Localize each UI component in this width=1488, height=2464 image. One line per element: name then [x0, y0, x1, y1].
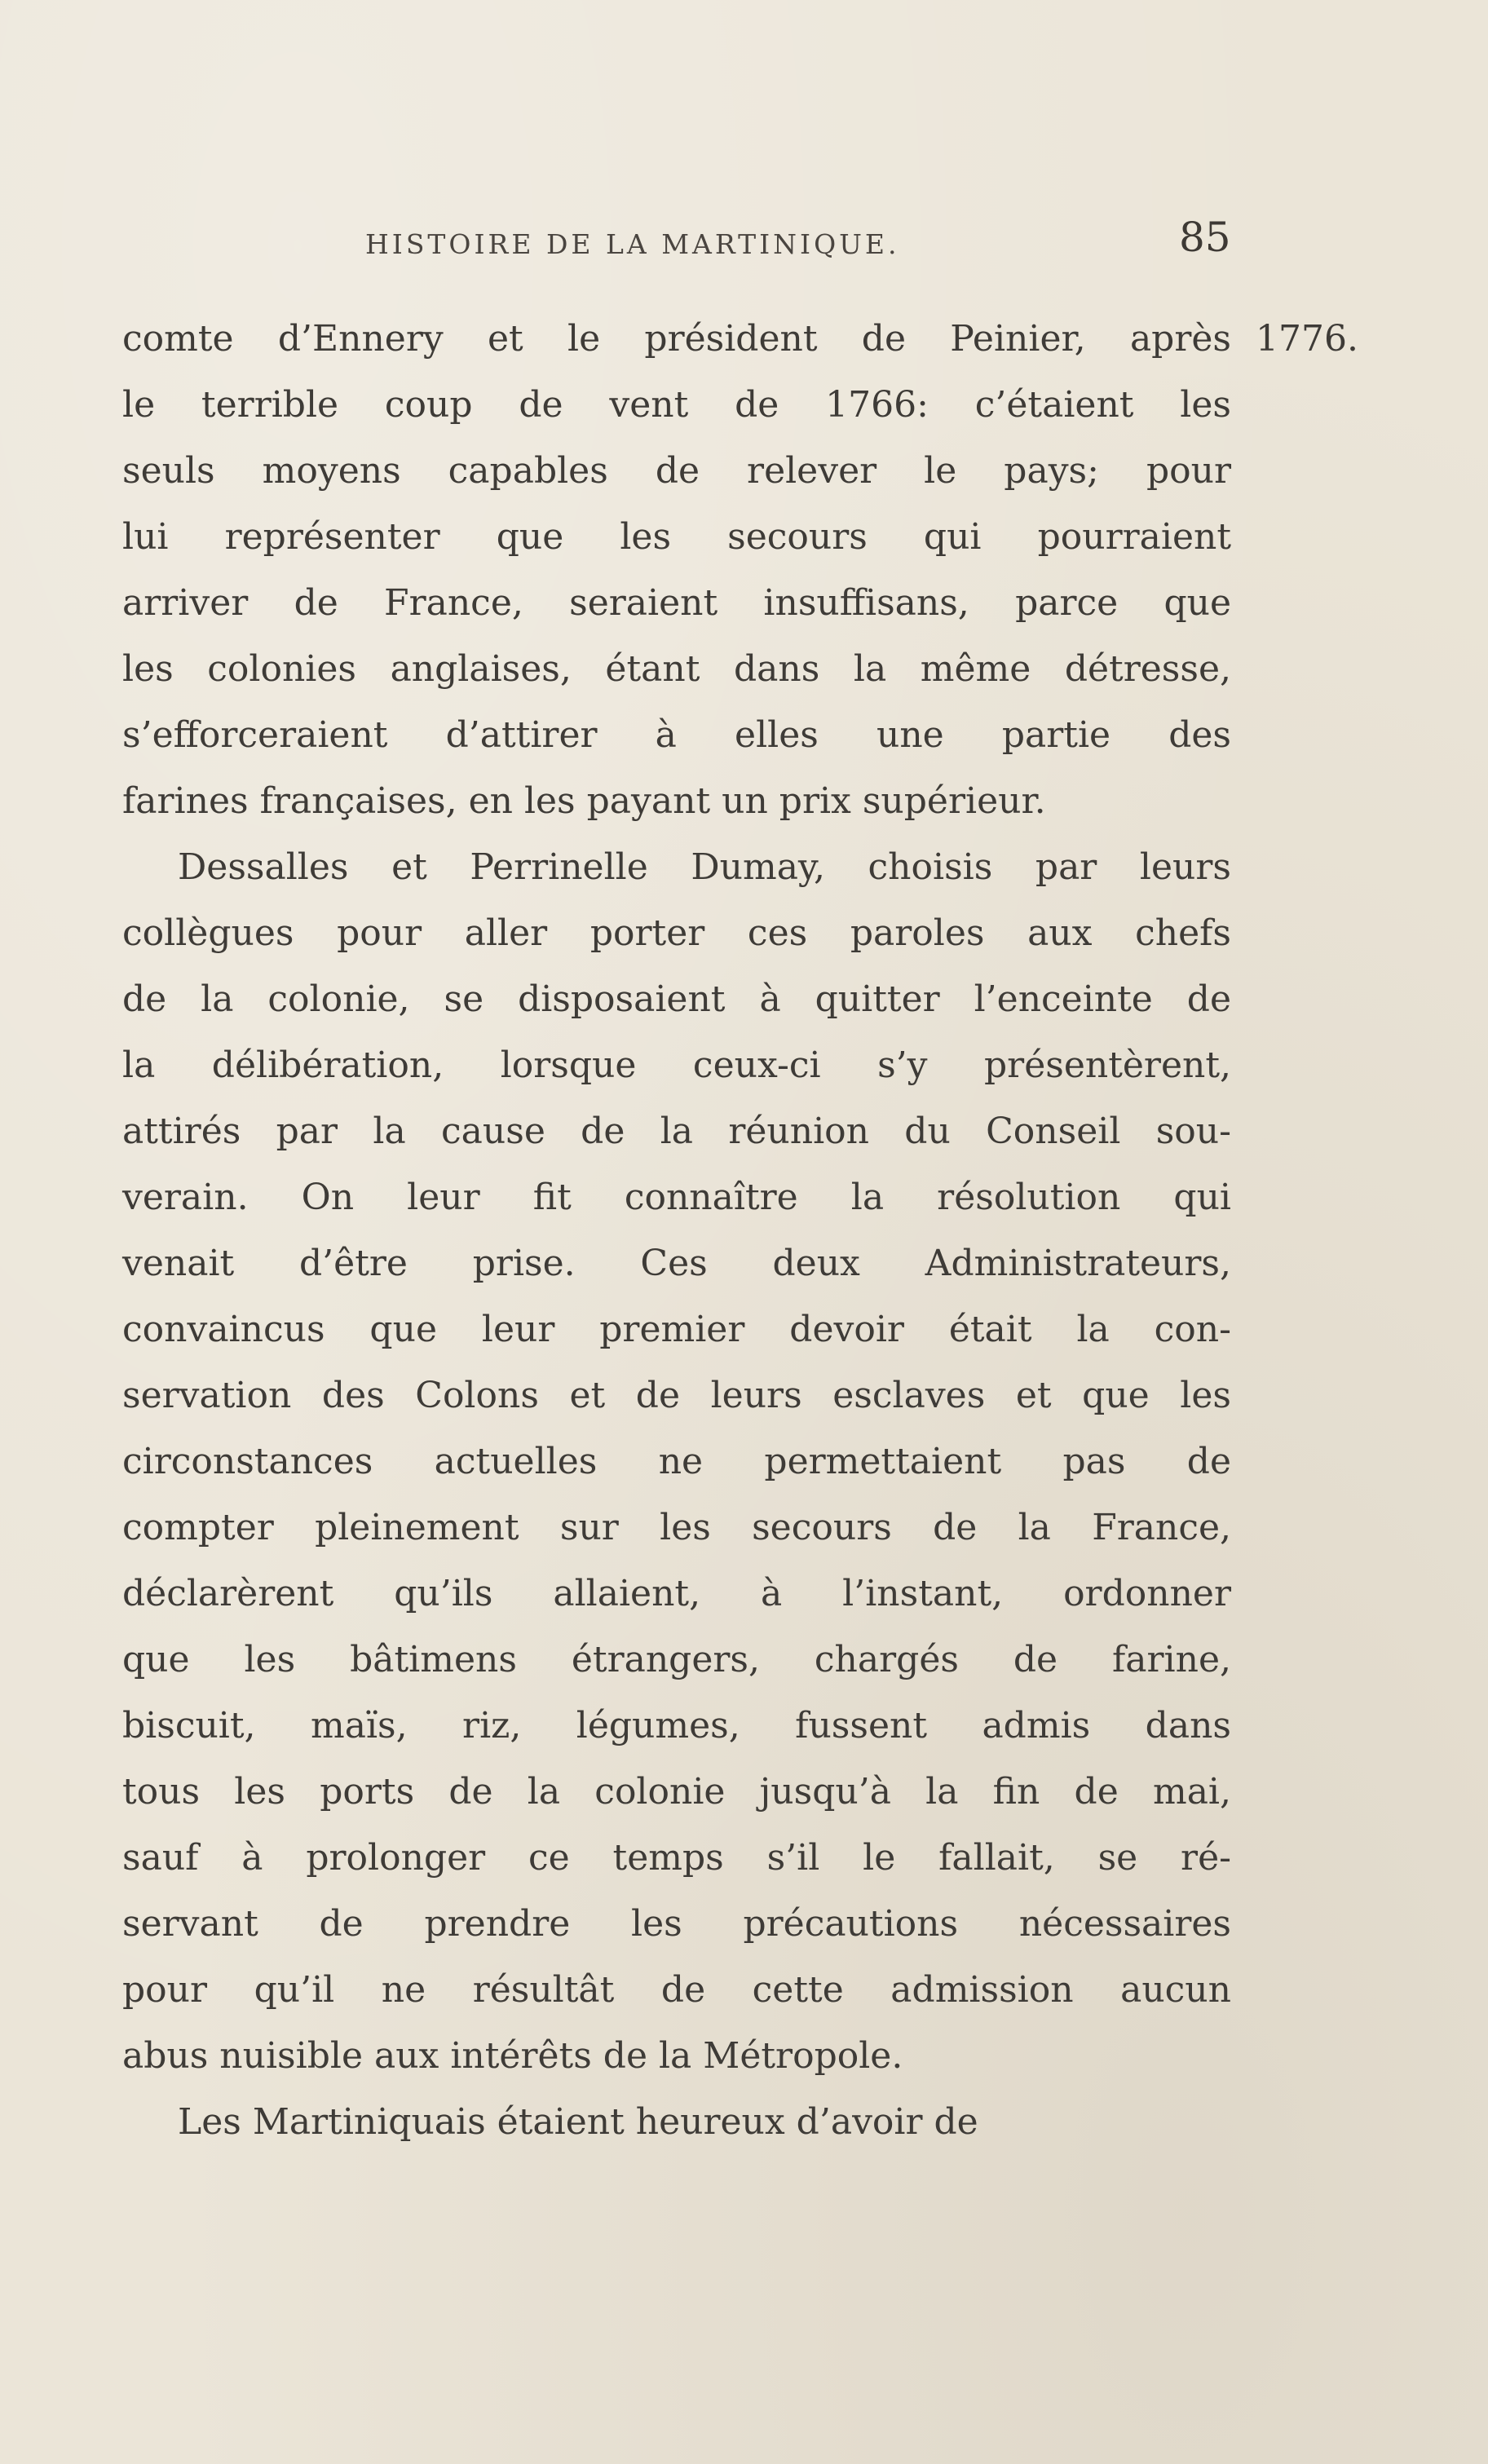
text-line: lui représenter que les secours qui pourraient: [122, 516, 1231, 558]
text-line: seuls moyens capables de relever le pays; pour: [122, 450, 1231, 492]
text-line: circonstances actuelles ne permettaient pas de: [122, 1441, 1231, 1482]
body-text: [122, 306, 1231, 2155]
page-header: [0, 214, 1488, 271]
text-line: la délibération, lorsque ceux-ci s’y présentèrent,: [122, 1044, 1231, 1086]
page-number: 85: [1179, 214, 1231, 261]
text-line: que les bâtimens étrangers, chargés de farine,: [122, 1639, 1231, 1680]
text-line: pour qu’il ne résultât de cette admission aucun: [122, 1969, 1231, 2011]
text-line: de la colonie, se disposaient à quitter l’enceinte de: [122, 978, 1231, 1020]
text-line: convaincus que leur premier devoir était la con-: [122, 1309, 1231, 1350]
text-line: tous les ports de la colonie jusqu’à la fin de mai,: [122, 1771, 1231, 1813]
text-line: collègues pour aller porter ces paroles aux chefs: [122, 912, 1231, 954]
text-line: biscuit, maïs, riz, légumes, fussent admis dans: [122, 1705, 1231, 1746]
running-title: HISTOIRE DE LA MARTINIQUE.: [365, 228, 900, 260]
text-line: Les Martiniquais étaient heureux d’avoir de: [178, 2101, 978, 2143]
text-line: farines françaises, en les payant un prix supérieur.: [122, 780, 1046, 822]
text-line: Dessalles et Perrinelle Dumay, choisis par leurs: [178, 846, 1231, 888]
text-line: servant de prendre les précautions nécessaires: [122, 1903, 1231, 1945]
text-line: attirés par la cause de la réunion du Conseil sou-: [122, 1111, 1231, 1152]
text-line: sauf à prolonger ce temps s’il le fallait, se ré-: [122, 1837, 1231, 1879]
text-line: verain. On leur fit connaître la résolution qui: [122, 1177, 1231, 1218]
text-line: abus nuisible aux intérêts de la Métropole.: [122, 2035, 903, 2077]
text-line: arriver de France, seraient insuffisans, parce que: [122, 582, 1231, 624]
text-line: s’efforceraient d’attirer à elles une partie des: [122, 714, 1231, 756]
text-line: les colonies anglaises, étant dans la même détresse,: [122, 648, 1231, 690]
text-line: compter pleinement sur les secours de la France,: [122, 1507, 1231, 1548]
text-line: le terrible coup de vent de 1766: c’étaient les: [122, 384, 1231, 426]
text-line: comte d’Ennery et le président de Peinier, après: [122, 318, 1231, 360]
text-line: servation des Colons et de leurs esclaves et que les: [122, 1375, 1231, 1416]
text-line: déclarèrent qu’ils allaient, à l’instant, ordonner: [122, 1573, 1231, 1614]
margin-year-note: 1776.: [1256, 318, 1358, 360]
text-line: venait d’être prise. Ces deux Administrateurs,: [122, 1243, 1231, 1284]
